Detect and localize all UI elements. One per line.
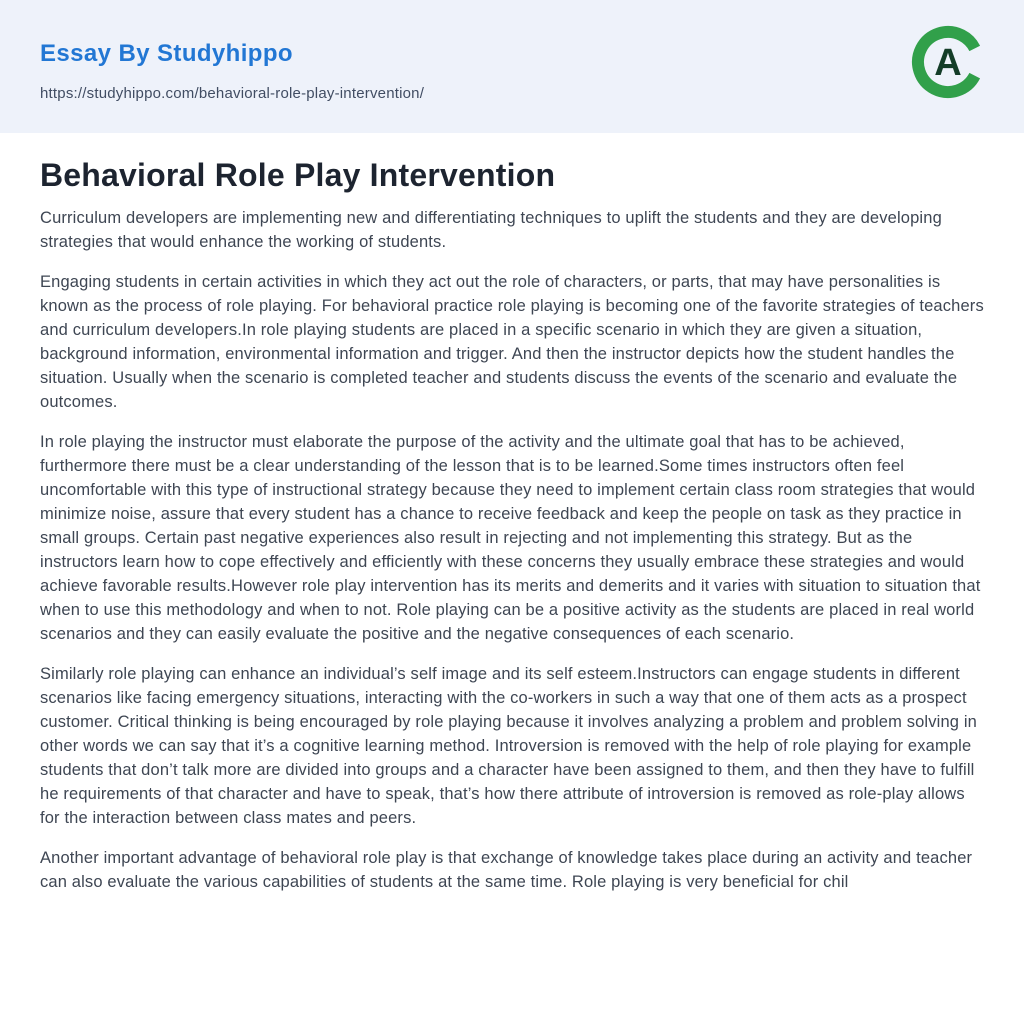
article-body (40, 206, 984, 894)
source-url-link[interactable]: https://studyhippo.com/behavioral-role-play-intervention/ (40, 85, 425, 102)
article-paragraph: Curriculum developers are implementing new and differentiating techniques to uplift the students and they are developing strategies that would enhance the working of students. (40, 209, 942, 251)
article-title: Behavioral Role Play Intervention (40, 157, 556, 193)
article (0, 133, 1024, 934)
article-paragraph: Another important advantage of behavioral role play is that exchange of knowledge takes place during an activity and teacher can also evaluate the various capabilities of students at the same time. Role playing is very beneficial for chil (40, 849, 973, 891)
site-title: Essay By Studyhippo (40, 40, 293, 67)
page-header (0, 0, 1024, 133)
article-paragraph: In role playing the instructor must elaborate the purpose of the activity and the ultimate goal that has to be achieved, furthermore there must be a clear understanding of the lesson that is to be learned.Some times instructors often feel uncomfortable with this type of instructional strategy because they need to implement certain class room strategies that would minimize noise, assure that every student has a chance to receive feedback and keep the people on task as they practice in small groups. Certain past negative experiences also result in rejecting and not implementing this strategy. But as the instructors learn how to cope effectively and efficiently with these concerns they usually embrace these strategies and would achieve favorable results.However role play intervention has its merits and demerits and it varies with situation to situation that when to use this methodology and when to not. Role playing can be a positive activity as the students are placed in real world scenarios and they can easily evaluate the positive and the negative consequences of each scenario. (40, 433, 981, 643)
logo-letter: A (934, 42, 962, 84)
header-text-block (40, 24, 424, 103)
studyhippo-logo-icon (910, 24, 986, 100)
article-paragraph: Similarly role playing can enhance an individual’s self image and its self esteem.Instructors can engage students in different scenarios like facing emergency situations, interacting with the co-workers in such a way that one of them acts as a prospect customer. Critical thinking is being encouraged by role playing because it involves analyzing a problem and problem solving in other words we can say that it’s a cognitive learning method. Introversion is removed with the help of role playing for example students that don’t talk more are divided into groups and a character have been assigned to them, and then they have to fulfill he requirements of that character and have to speak, that’s how there attribute of introversion is removed as role-play allows for the interaction between class mates and peers. (40, 665, 977, 827)
article-paragraph: Engaging students in certain activities in which they act out the role of characters, or parts, that may have personalities is known as the process of role playing. For behavioral practice role playing is becoming one of the favorite strategies of teachers and curriculum developers.In role playing students are placed in a specific scenario in which they are given a situation, background information, environmental information and trigger. And then the instructor depicts how the student handles the situation. Usually when the scenario is completed teacher and students discuss the events of the scenario and evaluate the outcomes. (40, 273, 984, 411)
